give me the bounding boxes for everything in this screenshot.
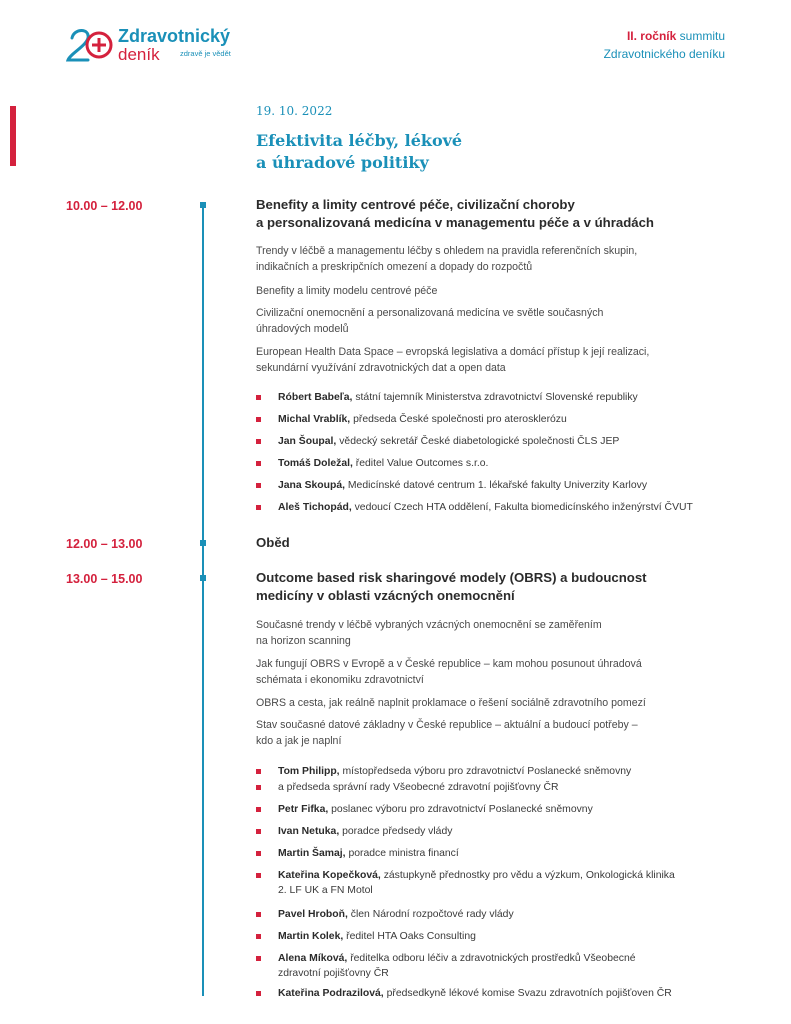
topic-item — [256, 656, 642, 688]
logo-word-1: Zdravotnický — [118, 26, 231, 46]
time-slot: 10.00 – 12.00 — [66, 199, 143, 213]
event-title-line-1: Efektivita léčby, lékové — [256, 131, 463, 150]
topic-item — [256, 717, 638, 749]
session-title-line: medicíny v oblasti vzácných onemocnění — [256, 588, 515, 603]
bullet-square-icon — [256, 505, 261, 510]
topic-line: OBRS a cesta, jak reálně naplnit proklamace o řešení sociálně zdravotního pomezí — [256, 697, 646, 709]
bullet-square-icon — [256, 807, 261, 812]
time-slot: 12.00 – 13.00 — [66, 537, 143, 551]
topic-item — [256, 617, 602, 649]
bullet-square-icon — [256, 395, 261, 400]
topic-line: schémata i ekonomiku zdravotnictví — [256, 674, 424, 686]
speaker-role: ředitel HTA Oaks Consulting — [346, 931, 476, 942]
speaker-role: místopředseda výboru pro zdravotnictví Poslanecké sněmovny — [342, 766, 632, 777]
speaker-name: Jan Šoupal, — [278, 436, 337, 447]
speaker-name: Róbert Babeľa, — [278, 392, 353, 403]
speaker-role: vědecký sekretář České diabetologické společnosti ČLS JEP — [339, 436, 620, 447]
timeline-marker — [200, 540, 206, 546]
summit-edition: II. ročník — [626, 29, 677, 43]
session-title-line: a personalizovaná medicína v managementu péče a v úhradách — [256, 215, 654, 230]
summit-label — [604, 27, 725, 63]
event-date: 19. 10. 2022 — [256, 104, 333, 118]
topic-line: sekundární využívání zdravotnických dat a open data — [256, 362, 506, 374]
logo-plus-icon — [66, 26, 114, 64]
summit-word: summitu — [679, 29, 725, 43]
time-slot: 13.00 – 15.00 — [66, 572, 143, 586]
speaker-role-cont: zdravotní pojišťovny ČR — [278, 968, 389, 979]
speaker-name: Kateřina Kopečková, — [278, 870, 381, 881]
bullet-square-icon — [256, 417, 261, 422]
topic-line: Civilizační onemocnění a personalizovaná medicína ve světle současných — [256, 307, 604, 319]
speaker-name: Pavel Hroboň, — [278, 909, 348, 920]
topic-line: indikačních a preskripčních omezení a dopady do rozpočtů — [256, 261, 533, 273]
speaker-name: Alena Míková, — [278, 953, 348, 964]
topic-item — [256, 283, 437, 299]
topic-item — [256, 695, 646, 711]
topic-line: Stav současné datové základny v České republice – aktuální a budoucí potřeby – — [256, 719, 638, 731]
speaker-role: poslanec výboru pro zdravotnictví Poslanecké sněmovny — [331, 804, 593, 815]
timeline-marker — [200, 202, 206, 208]
timeline-line — [202, 204, 204, 996]
session-title-line: Benefity a limity centrové péče, civilizační choroby — [256, 197, 575, 212]
speaker-name: Aleš Tichopád, — [278, 502, 352, 513]
speaker-name: Martin Šamaj, — [278, 848, 346, 859]
logo-tagline: zdravě je vědět — [180, 49, 231, 58]
speaker-name: Jana Skoupá, — [278, 480, 345, 491]
timeline-marker — [200, 575, 206, 581]
bullet-square-icon — [256, 956, 261, 961]
session-title-line: Oběd — [256, 535, 290, 550]
speaker-role: Medicínské datové centrum 1. lékařské fakulty Univerzity Karlovy — [347, 480, 648, 491]
bullet-square-icon — [256, 991, 261, 996]
speaker-name: Kateřina Podrazilová, — [278, 988, 384, 999]
topic-item — [256, 243, 637, 275]
bullet-square-icon — [256, 934, 261, 939]
speaker-name: Tom Philipp, — [278, 766, 340, 777]
speaker-role: ředitel Value Outcomes s.r.o. — [355, 458, 489, 469]
session-title-line: Outcome based risk sharingové modely (OBRS) a budoucnost — [256, 570, 647, 585]
bullet-square-icon — [256, 439, 261, 444]
bullet-square-icon — [256, 829, 261, 834]
bullet-square-icon — [256, 851, 261, 856]
event-title-line-2: a úhradové politiky — [256, 153, 429, 172]
speaker-role: člen Národní rozpočtové rady vlády — [350, 909, 514, 920]
bullet-square-icon — [256, 912, 261, 917]
topic-line: European Health Data Space – evropská legislativa a domácí přístup k její realizaci, — [256, 346, 650, 358]
topic-line: Jak fungují OBRS v Evropě a v České republice – kam mohou posunout úhradová — [256, 658, 642, 670]
topic-item — [256, 344, 649, 376]
speaker-role: poradce ministra financí — [348, 848, 459, 859]
speaker-role: poradce předsedy vlády — [342, 826, 453, 837]
speaker-role: předseda České společnosti pro aterosklerózu — [353, 414, 567, 425]
speaker-role: státní tajemník Ministerstva zdravotnictví Slovenské republiky — [355, 392, 638, 403]
topic-line: na horizon scanning — [256, 635, 351, 647]
bullet-square-icon — [256, 483, 261, 488]
speaker-name: Martin Kolek, — [278, 931, 344, 942]
speaker-name: Tomáš Doležal, — [278, 458, 353, 469]
bullet-square-icon — [256, 461, 261, 466]
bullet-square-icon — [256, 769, 261, 774]
accent-bar — [10, 106, 16, 166]
logo — [66, 26, 256, 64]
speaker-role: zástupkyně přednostky pro vědu a výzkum, Onkologická klinika — [383, 870, 675, 881]
topic-line: úhradových modelů — [256, 323, 349, 335]
topic-line: kdo a jak je naplní — [256, 735, 342, 747]
speaker-name: Ivan Netuka, — [278, 826, 340, 837]
speaker-role-cont: 2. LF UK a FN Motol — [278, 885, 373, 896]
topic-line: Benefity a limity modelu centrové péče — [256, 285, 438, 297]
speaker-name: Michal Vrablík, — [278, 414, 351, 425]
speaker-role: vedoucí Czech HTA oddělení, Fakulta biomedicínského inženýrství ČVUT — [354, 502, 693, 513]
bullet-square-icon — [256, 873, 261, 878]
topic-line: Trendy v léčbě a managementu léčby s ohledem na pravidla referenčních skupin, — [256, 245, 638, 257]
bullet-square-icon — [256, 785, 261, 790]
session-title — [256, 534, 290, 552]
topic-line: Současné trendy v léčbě vybraných vzácných onemocnění se zaměřením — [256, 619, 602, 631]
event-title — [256, 130, 462, 174]
logo-word-2: deník — [118, 45, 160, 64]
session-title — [256, 569, 647, 605]
speaker-role: a předseda správní rady Všeobecné zdravotní pojišťovny ČR — [278, 782, 559, 793]
summit-line-2: Zdravotnického deníku — [603, 47, 725, 61]
topic-item — [256, 305, 603, 337]
speaker-role: ředitelka odboru léčiv a zdravotnických prostředků Všeobecné — [350, 953, 636, 964]
session-title — [256, 196, 654, 232]
speaker-role: předsedkyně lékové komise Svazu zdravotních pojišťoven ČR — [386, 988, 672, 999]
speaker-name: Petr Fifka, — [278, 804, 329, 815]
